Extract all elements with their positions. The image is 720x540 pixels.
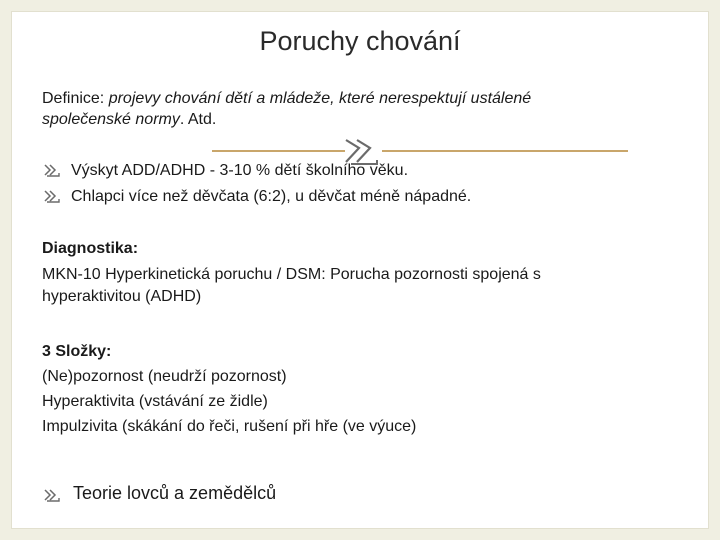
component-item: (Ne)pozornost (neudrží pozornost) bbox=[42, 368, 287, 385]
bullet-arrow-icon bbox=[44, 190, 60, 203]
diagnostics-line: MKN-10 Hyperkinetická poruchu / DSM: Porucha pozornosti spojená s bbox=[42, 266, 541, 283]
definition bbox=[42, 88, 531, 130]
slide-title: Poruchy chování bbox=[259, 26, 461, 56]
decorative-line-left bbox=[212, 150, 345, 152]
definition-label: Definice: bbox=[42, 90, 109, 107]
bullet-text: Výskyt ADD/ADHD - 3-10 % dětí školního věku. bbox=[71, 162, 409, 179]
definition-text-line2: společenské normy bbox=[42, 111, 180, 128]
diagnostics-heading: Diagnostika: bbox=[42, 240, 139, 257]
component-item: Hyperaktivita (vstávání ze židle) bbox=[42, 393, 268, 410]
definition-suffix: . Atd. bbox=[179, 111, 217, 128]
definition-text-line1: projevy chování dětí a mládeže, které nerespektují ustálené bbox=[108, 90, 532, 107]
bullet-text: Teorie lovců a zemědělců bbox=[73, 483, 277, 503]
bullet-text: Chlapci více než děvčata (6:2), u děvčat méně nápadné. bbox=[71, 188, 472, 205]
component-item: Impulzivita (skákání do řeči, rušení při hře (ve výuce) bbox=[42, 418, 417, 435]
diagnostics-line: hyperaktivitou (ADHD) bbox=[42, 288, 202, 305]
bullet-arrow-icon bbox=[44, 489, 60, 502]
components-heading: 3 Složky: bbox=[42, 343, 112, 360]
bullet-arrow-icon bbox=[44, 164, 60, 177]
decorative-line-right bbox=[382, 150, 628, 152]
